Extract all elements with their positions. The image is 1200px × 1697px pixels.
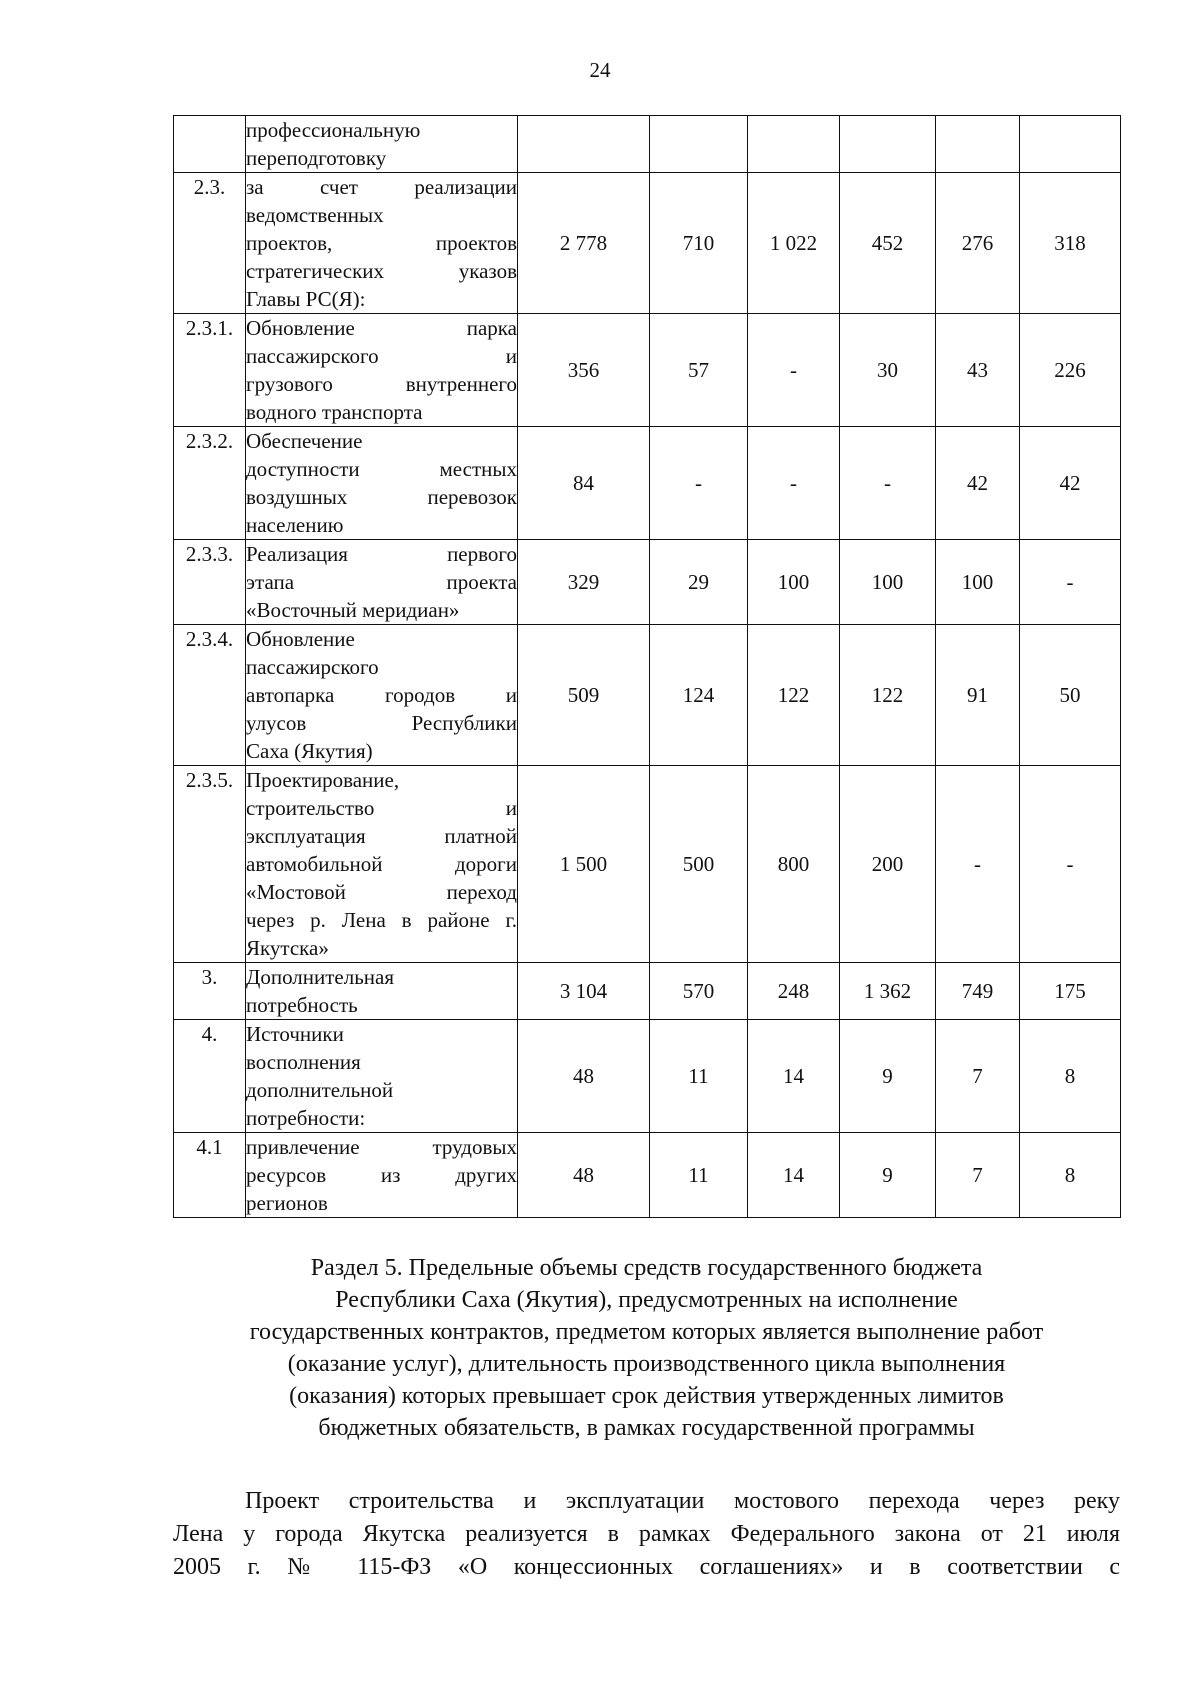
row-name-line: стратегических указов xyxy=(246,259,517,283)
row-name xyxy=(246,1020,518,1133)
row-number: 3. xyxy=(174,963,246,1020)
value-cell: 1 362 xyxy=(840,963,936,1020)
value-cell: 100 xyxy=(936,540,1020,625)
value-cell: - xyxy=(936,766,1020,963)
row-name-line: Источники xyxy=(246,1022,344,1046)
value-cell: 122 xyxy=(748,625,840,766)
value-cell: 11 xyxy=(650,1133,748,1218)
value-cell: - xyxy=(748,427,840,540)
value-cell: 710 xyxy=(650,173,748,314)
value-cell: 800 xyxy=(748,766,840,963)
row-name xyxy=(246,116,518,173)
value-cell: 100 xyxy=(840,540,936,625)
value-cell xyxy=(748,116,840,173)
row-name-line: доступности местных xyxy=(246,457,517,481)
row-name-line: «Восточный меридиан» xyxy=(246,598,460,622)
row-name-line: потребность xyxy=(246,993,358,1017)
value-cell: 200 xyxy=(840,766,936,963)
value-cell: - xyxy=(1020,766,1121,963)
value-cell: 91 xyxy=(936,625,1020,766)
value-cell: - xyxy=(748,314,840,427)
value-cell: 329 xyxy=(518,540,650,625)
row-name-line: переподготовку xyxy=(246,146,387,170)
table-row xyxy=(174,540,1121,625)
row-number: 2.3.1. xyxy=(174,314,246,427)
value-cell: 1 022 xyxy=(748,173,840,314)
row-number: 2.3.2. xyxy=(174,427,246,540)
section-title-line: государственных контрактов, предметом которых является выполнение работ xyxy=(249,1319,1044,1345)
value-cell: 175 xyxy=(1020,963,1121,1020)
row-name-line: проектов, проектов xyxy=(246,231,517,255)
value-cell xyxy=(936,116,1020,173)
value-cell: 43 xyxy=(936,314,1020,427)
row-name-line: «Мостовой переход xyxy=(246,880,517,904)
value-cell: 452 xyxy=(840,173,936,314)
row-name-line: Обновление парка xyxy=(246,316,517,340)
value-cell: 7 xyxy=(936,1020,1020,1133)
value-cell: - xyxy=(840,427,936,540)
row-name-line: пассажирского xyxy=(246,655,379,679)
table-body xyxy=(174,116,1121,1218)
row-name-line: ведомственных xyxy=(246,203,384,227)
row-name-line: Обеспечение xyxy=(246,429,363,453)
value-cell: 570 xyxy=(650,963,748,1020)
value-cell: 122 xyxy=(840,625,936,766)
row-name-line: Якутска» xyxy=(246,936,329,960)
row-name xyxy=(246,1133,518,1218)
value-cell xyxy=(518,116,650,173)
value-cell: 9 xyxy=(840,1020,936,1133)
budget-table xyxy=(173,115,1121,1218)
table-row xyxy=(174,1020,1121,1133)
row-number: 2.3. xyxy=(174,173,246,314)
row-name-line: населению xyxy=(246,513,344,537)
value-cell: - xyxy=(1020,540,1121,625)
row-name-line: водного транспорта xyxy=(246,400,423,424)
row-number: 4. xyxy=(174,1020,246,1133)
value-cell: 276 xyxy=(936,173,1020,314)
section-title-line: (оказания) которых превышает срок действия утвержденных лимитов xyxy=(289,1383,1004,1409)
row-name-line: Обновление xyxy=(246,627,355,651)
value-cell: 9 xyxy=(840,1133,936,1218)
row-number: 2.3.4. xyxy=(174,625,246,766)
section-title xyxy=(173,1252,1120,1444)
section-title-line: (оказание услуг), длительность производственного цикла выполнения xyxy=(287,1351,1006,1377)
row-name-line: привлечение трудовых xyxy=(246,1135,517,1159)
value-cell xyxy=(840,116,936,173)
row-name xyxy=(246,173,518,314)
value-cell xyxy=(1020,116,1121,173)
value-cell: 7 xyxy=(936,1133,1020,1218)
table-row xyxy=(174,625,1121,766)
row-name-line: дополнительной xyxy=(246,1078,394,1102)
row-name-line: строительство и xyxy=(246,796,517,820)
table-row xyxy=(174,766,1121,963)
section-title-line: бюджетных обязательств, в рамках государственной программы xyxy=(318,1415,975,1441)
row-name-line: профессиональную xyxy=(246,118,421,142)
value-cell: 11 xyxy=(650,1020,748,1133)
section-title-line: Республики Саха (Якутия), предусмотренных на исполнение xyxy=(335,1287,958,1313)
body-line: 2005 г. № 115-ФЗ «О концессионных соглашениях» и в соответствии с xyxy=(173,1554,1120,1580)
row-name-line: Реализация первого xyxy=(246,542,517,566)
value-cell: 356 xyxy=(518,314,650,427)
value-cell xyxy=(650,116,748,173)
value-cell: 29 xyxy=(650,540,748,625)
page-number: 24 xyxy=(589,58,611,82)
value-cell: 14 xyxy=(748,1020,840,1133)
value-cell: 57 xyxy=(650,314,748,427)
table-row xyxy=(174,314,1121,427)
value-cell: 48 xyxy=(518,1020,650,1133)
row-number xyxy=(174,116,246,173)
row-number: 2.3.5. xyxy=(174,766,246,963)
value-cell: 42 xyxy=(936,427,1020,540)
row-name-line: воздушных перевозок xyxy=(246,485,517,509)
value-cell: 2 778 xyxy=(518,173,650,314)
value-cell: - xyxy=(650,427,748,540)
value-cell: 248 xyxy=(748,963,840,1020)
table-row xyxy=(174,427,1121,540)
row-name xyxy=(246,540,518,625)
body-line: Проект строительства и эксплуатации мостового перехода через реку xyxy=(245,1488,1120,1514)
row-name-line: Саха (Якутия) xyxy=(246,739,373,763)
value-cell: 48 xyxy=(518,1133,650,1218)
body-line: Лена у города Якутска реализуется в рамках Федерального закона от 21 июля xyxy=(173,1521,1120,1547)
row-name-line: Дополнительная xyxy=(246,965,395,989)
value-cell: 1 500 xyxy=(518,766,650,963)
table-row xyxy=(174,116,1121,173)
row-name-line: автомобильной дороги xyxy=(246,852,517,876)
row-name-line: улусов Республики xyxy=(246,711,517,735)
value-cell: 100 xyxy=(748,540,840,625)
value-cell: 749 xyxy=(936,963,1020,1020)
row-name-line: Проектирование, xyxy=(246,768,400,792)
table-row xyxy=(174,1133,1121,1218)
row-name xyxy=(246,766,518,963)
row-name-line: восполнения xyxy=(246,1050,361,1074)
row-name xyxy=(246,625,518,766)
row-name-line: автопарка городов и xyxy=(246,683,517,707)
row-name-line: за счет реализации xyxy=(246,175,517,199)
row-number: 4.1 xyxy=(174,1133,246,1218)
row-name xyxy=(246,314,518,427)
value-cell: 50 xyxy=(1020,625,1121,766)
body-paragraph xyxy=(173,1485,1120,1584)
value-cell: 42 xyxy=(1020,427,1121,540)
row-name-line: пассажирского и xyxy=(246,344,517,368)
value-cell: 8 xyxy=(1020,1133,1121,1218)
value-cell: 509 xyxy=(518,625,650,766)
section-title-line: Раздел 5. Предельные объемы средств государственного бюджета xyxy=(310,1255,983,1281)
row-name-line: регионов xyxy=(246,1191,328,1215)
row-name-line: ресурсов из других xyxy=(246,1163,517,1187)
value-cell: 8 xyxy=(1020,1020,1121,1133)
value-cell: 124 xyxy=(650,625,748,766)
value-cell: 30 xyxy=(840,314,936,427)
table-row xyxy=(174,963,1121,1020)
row-number: 2.3.3. xyxy=(174,540,246,625)
row-name xyxy=(246,963,518,1020)
value-cell: 84 xyxy=(518,427,650,540)
value-cell: 500 xyxy=(650,766,748,963)
row-name-line: эксплуатация платной xyxy=(246,824,517,848)
value-cell: 14 xyxy=(748,1133,840,1218)
value-cell: 318 xyxy=(1020,173,1121,314)
row-name-line: Главы РС(Я): xyxy=(246,287,366,311)
row-name-line: этапа проекта xyxy=(246,570,517,594)
value-cell: 3 104 xyxy=(518,963,650,1020)
row-name-line: через р. Лена в районе г. xyxy=(246,908,517,932)
table-row xyxy=(174,173,1121,314)
row-name xyxy=(246,427,518,540)
row-name-line: потребности: xyxy=(246,1106,366,1130)
value-cell: 226 xyxy=(1020,314,1121,427)
row-name-line: грузового внутреннего xyxy=(246,372,517,396)
